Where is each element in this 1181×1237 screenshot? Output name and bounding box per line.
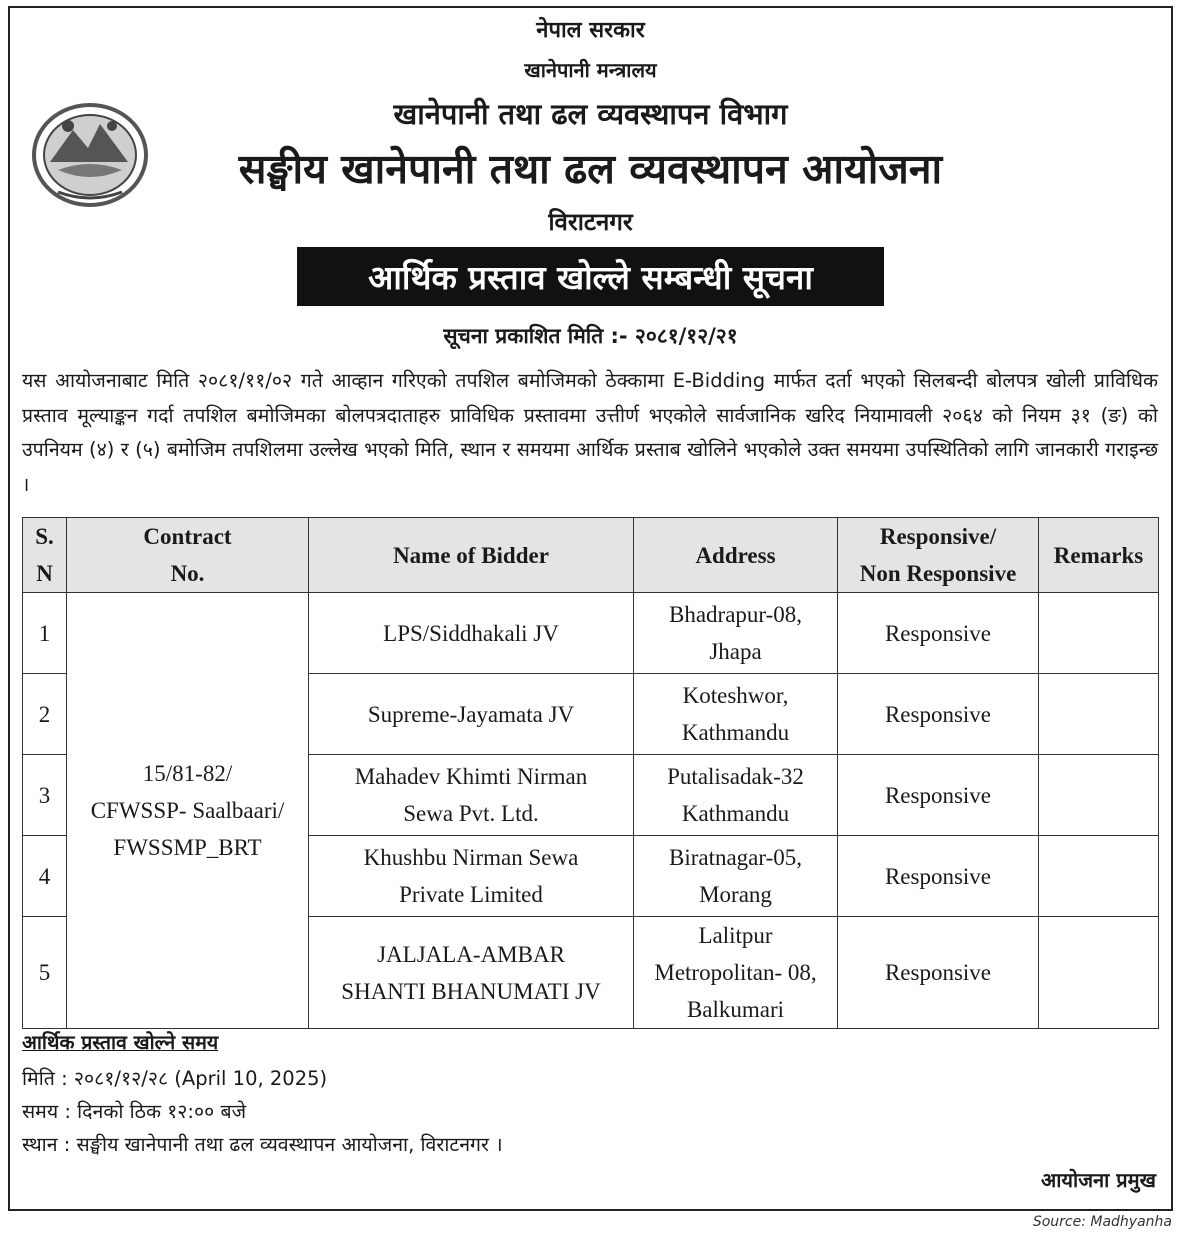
cell-address: Koteshwor, Kathmandu <box>634 674 838 755</box>
cell-sn: 2 <box>23 674 67 755</box>
header-responsive: Responsive/ Non Responsive <box>838 518 1039 593</box>
schedule-date: मिति : २०८१/१२/२८ (April 10, 2025) <box>22 1067 328 1090</box>
cell-remarks <box>1039 917 1159 1029</box>
notice-title-banner: आर्थिक प्रस्ताव खोल्ले सम्बन्धी सूचना <box>297 247 884 306</box>
header-address: Address <box>634 518 838 593</box>
cell-address: Bhadrapur-08, Jhapa <box>634 593 838 674</box>
cell-status: Responsive <box>838 593 1039 674</box>
cell-remarks <box>1039 674 1159 755</box>
header-project: सङ्घीय खानेपानी तथा ढल व्यवस्थापन आयोजना <box>238 145 943 193</box>
cell-status: Responsive <box>838 674 1039 755</box>
header-department: खानेपानी तथा ढल व्यवस्थापन विभाग <box>393 97 788 131</box>
header-ministry: खानेपानी मन्त्रालय <box>524 58 657 82</box>
cell-bidder: JALJALA-AMBAR SHANTI BHANUMATI JV <box>309 917 634 1029</box>
cell-remarks <box>1039 836 1159 917</box>
cell-bidder: LPS/Siddhakali JV <box>309 593 634 674</box>
cell-remarks <box>1039 593 1159 674</box>
cell-address: Lalitpur Metropolitan- 08, Balkumari <box>634 917 838 1029</box>
notice-paragraph: यस आयोजनाबाट मिति २०८१/११/०२ गते आव्हान गरिएको तपशिल बमोजिमको ठेक्कामा E-Bidding मार्फत दर्ता भएको सिलबन्दी बोलपत्र खोली प्राविधिक प्रस्ताव मूल्याङ्कन गर्दा तपशिल बमोजिमका बोलपत्रदाताहरु प्राविधिक प्रस्तावमा उत्तीर्ण भएकोले सार्वजानिक खरिद नियामावली २०६४ को नियम ३१ (ङ) को उपनियम (४) र (५) बमोजिम तपशिलमा उल्लेख भएको मिति, स्थान र समयमा आर्थिक प्रस्ताब खोलिने भएकोले उक्त समयमा उपस्थितिको लागि जानकारी गराइन्छ । <box>22 369 1158 496</box>
table-row <box>23 593 1159 674</box>
cell-address: Putalisadak-32 Kathmandu <box>634 755 838 836</box>
cell-bidder: Supreme-Jayamata JV <box>309 674 634 755</box>
source-credit: Source: Madhyanha <box>1032 1214 1172 1230</box>
bidders-table <box>22 517 1159 1029</box>
table-header-row <box>23 518 1159 593</box>
header-contract: Contract No. <box>67 518 309 593</box>
cell-sn: 1 <box>23 593 67 674</box>
schedule-title: आर्थिक प्रस्ताव खोल्ने समय <box>22 1031 219 1054</box>
header-government: नेपाल सरकार <box>536 18 645 43</box>
cell-bidder: Khushbu Nirman Sewa Private Limited <box>309 836 634 917</box>
cell-contract-number: 15/81-82/ CFWSSP- Saalbaari/ FWSSMP_BRT <box>67 593 309 1029</box>
cell-sn: 3 <box>23 755 67 836</box>
schedule-time: समय : दिनको ठिक १२:०० बजे <box>22 1100 247 1123</box>
cell-bidder: Mahadev Khimti Nirman Sewa Pvt. Ltd. <box>309 755 634 836</box>
cell-status: Responsive <box>838 917 1039 1029</box>
header-bidder: Name of Bidder <box>309 518 634 593</box>
cell-address: Biratnagar-05, Morang <box>634 836 838 917</box>
header-sn: S. N <box>23 518 67 593</box>
cell-status: Responsive <box>838 836 1039 917</box>
signatory: आयोजना प्रमुख <box>1040 1168 1156 1192</box>
cell-sn: 4 <box>23 836 67 917</box>
cell-sn: 5 <box>23 917 67 1029</box>
cell-remarks <box>1039 755 1159 836</box>
publication-date: सूचना प्रकाशित मिति :- २०८१/१२/२१ <box>443 324 738 348</box>
header-location: विराटनगर <box>548 208 633 236</box>
cell-status: Responsive <box>838 755 1039 836</box>
schedule-place: स्थान : सङ्घीय खानेपानी तथा ढल व्यवस्थापन आयोजना, विराटनगर । <box>22 1133 503 1156</box>
header-remarks: Remarks <box>1039 518 1159 593</box>
